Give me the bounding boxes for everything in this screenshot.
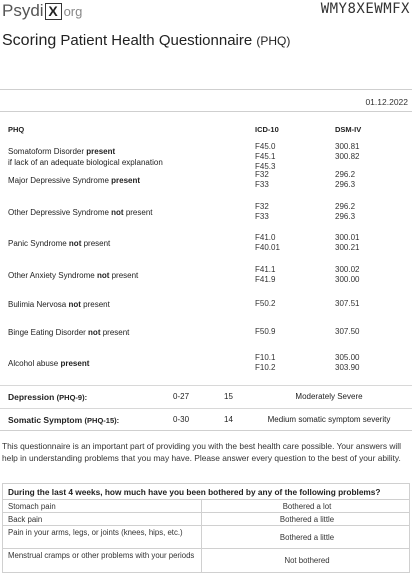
icd10-code: F41.9 [255,275,276,284]
diagnosis-status-suffix: present [80,299,110,309]
icd10-codes [255,233,280,253]
question-text: Back pain [8,514,43,524]
dsm4-codes [335,327,359,337]
score-row [0,385,412,407]
icd10-code: F45.1 [255,152,276,161]
score-label [8,392,87,402]
column-divider [201,526,202,548]
score-value: 15 [224,392,233,401]
score-scale: (PHQ-9): [56,393,88,402]
score-row [0,408,412,430]
diagnosis-status: present [86,147,116,156]
column-header-dsm4: DSM-IV [335,125,362,134]
dsm4-code: 307.51 [335,299,360,308]
divider [0,430,412,431]
icd10-code: F32 [255,202,269,211]
question-row [3,500,409,513]
diagnosis-status: not [111,207,124,217]
diagnosis-name: Major Depressive Syndrome [8,175,112,185]
divider [0,111,412,112]
report-date: 01.12.2022 [365,97,408,107]
dsm4-code: 296.2 [335,170,356,179]
icd10-codes [255,202,269,222]
icd10-code: F45.0 [255,142,276,151]
page-title [2,32,290,50]
diagnosis-status: not [68,299,81,309]
logo-org: org [63,3,83,19]
question-text: Stomach pain [8,501,56,511]
dsm4-code: 300.00 [335,275,360,284]
score-name: Depression [8,392,57,402]
dsm4-code: 303.90 [335,363,360,372]
icd10-code: F41.1 [255,265,276,274]
dsm4-codes [335,265,359,285]
title-abbr: (PHQ) [256,34,291,48]
diagnosis-row [0,347,412,379]
intro-paragraph: This questionnaire is an important part of providing you with the best health care possible. Your answers will help in understanding problems that you may have. Please answer every question to the best of your ability. [2,441,401,463]
dsm4-code: 305.00 [335,353,360,362]
answer-text: Not bothered [284,555,330,565]
diagnosis-name: Somatoform Disorder [8,147,87,156]
icd10-code: F10.1 [255,353,276,362]
diagnosis-label [8,327,129,338]
dsm4-code: 307.50 [335,327,360,336]
logo-x-box-icon: X [45,3,62,20]
diagnosis-status: not [96,270,110,280]
diagnosis-label [8,175,140,186]
diagnosis-label [8,358,89,369]
diagnosis-name: Alcohol abuse [8,358,61,368]
diagnosis-label [8,146,163,168]
diagnosis-status: not [88,327,101,337]
diagnosis-note: if lack of an adequate biological explanation [8,158,163,167]
icd10-code: F50.2 [255,299,276,308]
dsm4-codes [335,142,359,162]
diagnosis-name: Binge Eating Disorder [8,327,89,337]
dsm4-code: 300.82 [335,152,360,161]
score-severity: Medium somatic symptom severity [267,415,391,424]
dsm4-code: 296.3 [335,180,356,189]
score-range: 0-27 [173,392,190,401]
dsm4-codes [335,202,355,222]
diagnosis-row [0,320,412,344]
diagnosis-label [8,207,153,218]
top-bar [0,0,412,24]
icd10-code: F41.0 [255,233,276,242]
psydix-logo [2,1,82,21]
question-row [3,549,409,572]
divider [0,89,412,90]
diagnosis-name: Panic Syndrome [8,238,69,248]
report-code: WMY8XEWMFX [320,1,410,17]
title-scoring: Scoring [2,32,57,49]
diagnosis-status-suffix: present [109,270,139,280]
column-divider [201,513,202,525]
question-text: Pain in your arms, legs, or joints (knees, hips, etc.) [8,528,183,537]
diagnosis-label [8,238,110,249]
icd10-codes [255,265,275,285]
icd10-code: F33 [255,180,269,189]
column-header-phq: PHQ [8,125,25,134]
diagnosis-row [0,261,412,289]
icd10-codes [255,299,275,309]
diagnosis-row [0,229,412,257]
icd10-code: F10.2 [255,363,276,372]
icd10-code: F45.3 [255,162,276,171]
diagnosis-status: not [68,238,82,248]
symptom-question-table [2,483,410,573]
diagnosis-name: Other Depressive Syndrome [8,207,112,217]
dsm4-code: 300.81 [335,142,360,151]
dsm4-codes [335,170,355,190]
score-scale: (PHQ-15): [84,416,120,425]
question-text: Menstrual cramps or other problems with your periods [8,551,195,560]
column-divider [201,500,202,512]
column-divider [201,549,202,572]
icd10-code: F40.01 [255,243,280,252]
answer-text: Bothered a little [279,514,335,524]
dsm4-codes [335,233,359,253]
diagnosis-label [8,299,110,310]
diagnosis-row [0,198,412,226]
diagnosis-name: Other Anxiety Syndrome [8,270,97,280]
dsm4-code: 300.01 [335,233,360,242]
title-questionnaire-name: Patient Health Questionnaire [60,32,253,49]
diagnosis-status-suffix: present [81,238,111,248]
dsm4-code: 300.21 [335,243,360,252]
diagnosis-status: present [60,358,90,368]
score-severity: Moderately Severe [295,392,363,401]
answer-text: Bothered a lot [282,501,332,511]
score-range: 0-30 [173,415,190,424]
score-name: Somatic Symptom [8,415,85,425]
diagnosis-name: Bulimia Nervosa [8,299,69,309]
column-header-icd10: ICD-10 [255,125,279,134]
dsm4-codes [335,299,359,309]
diagnosis-row [0,166,412,194]
icd10-codes [255,170,269,190]
score-label [8,415,119,425]
answer-text: Bothered a little [279,532,335,542]
icd10-code: F50.9 [255,327,276,336]
icd10-codes [255,353,275,373]
question-row [3,526,409,549]
dsm4-codes [335,353,359,373]
diagnosis-status-suffix: present [123,207,153,217]
diagnosis-status-suffix: present [100,327,130,337]
icd10-code: F32 [255,170,269,179]
icd10-codes [255,327,275,337]
question-table-heading: During the last 4 weeks, how much have you been bothered by any of the following problems? [3,484,409,500]
diagnosis-label [8,270,138,281]
score-value: 14 [224,415,233,424]
question-row [3,513,409,526]
icd10-code: F33 [255,212,269,221]
dsm4-code: 300.02 [335,265,360,274]
dsm4-code: 296.2 [335,202,356,211]
diagnosis-status: present [111,175,141,185]
dsm4-code: 296.3 [335,212,356,221]
logo-text: Psydi [2,1,44,20]
diagnosis-row [0,292,412,316]
